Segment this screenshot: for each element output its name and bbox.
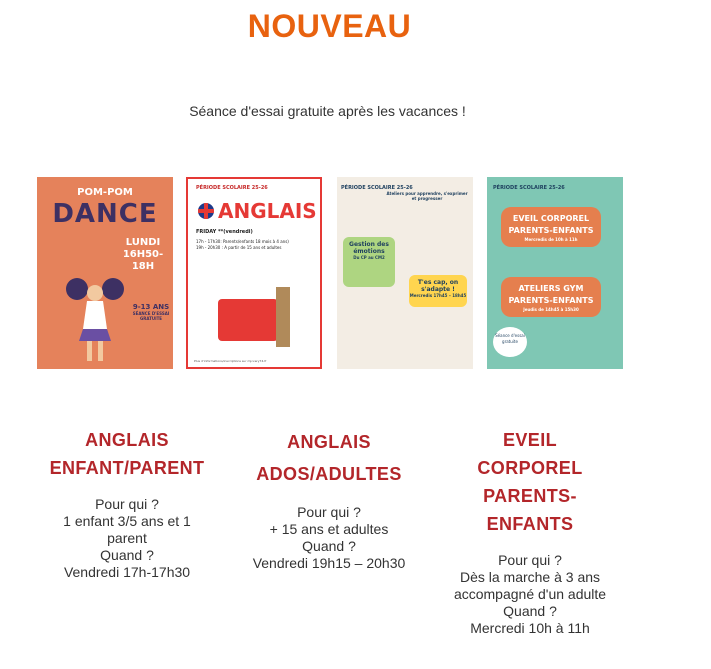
poster-eveil-period: PÉRIODE SCOLAIRE 25-26 bbox=[493, 185, 565, 191]
poster-emotions-box-1-sub: Du CP au CM2 bbox=[353, 255, 385, 260]
poster-dance-age bbox=[129, 303, 173, 321]
poster-emotions-box-2 bbox=[409, 275, 467, 307]
poster-emotions-box-1-title: Gestion des émotions bbox=[349, 241, 389, 255]
column-1-title bbox=[34, 426, 220, 482]
poster-anglais-footer: Plus d'informations/inscriptions sur mjcvery74.fr bbox=[194, 359, 267, 363]
poster-eveil-box-1 bbox=[501, 207, 601, 247]
poster-emotions[interactable] bbox=[337, 177, 473, 369]
poster-dance-schedule bbox=[113, 237, 173, 273]
column-eveil-corporel bbox=[436, 426, 624, 637]
poster-emotions-intro: Ateliers pour apprendre, s'exprimer et progresser bbox=[386, 191, 468, 201]
column-3-info-line: Mercredi 10h à 11h bbox=[470, 620, 590, 636]
poster-anglais-title: ANGLAIS bbox=[218, 199, 317, 223]
column-2-title-line: ADOS/ADULTES bbox=[256, 464, 402, 484]
column-2-info-line: Quand ? bbox=[302, 538, 356, 554]
column-2-info-line: Vendredi 19h15 – 20h30 bbox=[252, 555, 406, 571]
column-1-info-line: parent bbox=[107, 530, 147, 546]
uk-flag-icon bbox=[198, 203, 214, 219]
london-bus-illustration bbox=[218, 299, 278, 341]
cheerleader-illustration bbox=[65, 269, 125, 364]
column-3-title-line: EVEIL bbox=[502, 430, 557, 450]
column-1-title-line: ENFANT/PARENT bbox=[49, 458, 205, 478]
poster-dance-day: LUNDI bbox=[125, 237, 161, 248]
column-2-info-line: Pour qui ? bbox=[297, 504, 361, 520]
poster-eveil-seance-badge: Séance d'essai gratuite bbox=[493, 327, 527, 357]
column-3-info-line: Dès la marche à 3 ans bbox=[459, 569, 601, 585]
poster-dance-time: 16H50-18H bbox=[122, 249, 164, 272]
column-3-title-line: ENFANTS bbox=[486, 514, 574, 534]
poster-emotions-box-2-sub: Mercredis 17h45 – 18h45 bbox=[409, 293, 467, 298]
column-1-info-line: Vendredi 17h-17h30 bbox=[63, 564, 191, 580]
column-2-info bbox=[240, 504, 418, 572]
poster-eveil-box-1-title: EVEIL CORPOREL PARENTS-ENFANTS bbox=[508, 214, 594, 235]
column-anglais-ados-adultes bbox=[240, 426, 418, 572]
poster-anglais-day: FRIDAY **(vendredi) bbox=[196, 229, 253, 235]
column-3-info bbox=[436, 552, 624, 637]
column-anglais-enfant-parent bbox=[34, 426, 220, 581]
poster-emotions-box-1 bbox=[343, 237, 395, 287]
column-1-info-line: 1 enfant 3/5 ans et 1 bbox=[63, 513, 191, 529]
poster-emotions-box-2-title: T'es cap, on s'adapte ! bbox=[417, 279, 459, 293]
column-2-info-line: + 15 ans et adultes bbox=[269, 521, 389, 537]
poster-dance-note: SÉANCE D'ESSAI GRATUITE bbox=[132, 311, 170, 321]
poster-anglais[interactable] bbox=[186, 177, 322, 369]
column-3-title bbox=[436, 426, 624, 538]
column-2-title-line: ANGLAIS bbox=[287, 432, 371, 452]
column-3-info-line: Quand ? bbox=[503, 603, 557, 619]
column-2-title bbox=[240, 426, 418, 490]
poster-eveil-corporel[interactable] bbox=[487, 177, 623, 369]
headline: NOUVEAU bbox=[247, 8, 412, 44]
poster-pom-pom-dance[interactable] bbox=[37, 177, 173, 369]
poster-pompom-label: POM-POM bbox=[77, 187, 133, 198]
poster-eveil-box-2 bbox=[501, 277, 601, 317]
column-1-info bbox=[34, 496, 220, 581]
big-ben-illustration bbox=[276, 287, 290, 347]
column-1-info-line: Pour qui ? bbox=[95, 496, 159, 512]
poster-anglais-line-2: 19h - 20h30 : A partir de 15 ans et adultes bbox=[196, 245, 282, 250]
poster-eveil-box-2-sub: Jeudis de 14h45 à 15h30 bbox=[523, 307, 579, 312]
column-3-info-line: accompagné d'un adulte bbox=[453, 586, 607, 602]
poster-anglais-period: PÉRIODE SCOLAIRE 25-26 bbox=[196, 185, 268, 191]
poster-eveil-box-1-sub: Mercredis de 10h à 11h bbox=[524, 237, 578, 242]
column-3-title-line: PARENTS- bbox=[483, 486, 577, 506]
subtitle: Séance d'essai gratuite après les vacances ! bbox=[189, 103, 466, 119]
poster-emotions-period: PÉRIODE SCOLAIRE 25-26 bbox=[341, 185, 413, 191]
poster-dance-title: DANCE bbox=[52, 199, 158, 229]
column-3-info-line: Pour qui ? bbox=[498, 552, 562, 568]
poster-eveil-box-2-title: ATELIERS GYM PARENTS-ENFANTS bbox=[508, 284, 594, 305]
poster-dance-age-range: 9-13 ANS bbox=[132, 303, 170, 311]
column-1-title-line: ANGLAIS bbox=[85, 430, 169, 450]
column-3-title-line: CORPOREL bbox=[477, 458, 583, 478]
poster-anglais-line-1: 17h - 17h30: Parents/enfants 18 mois à 4 ans) bbox=[196, 239, 289, 244]
column-1-info-line: Quand ? bbox=[100, 547, 154, 563]
poster-anglais-times bbox=[196, 239, 289, 251]
